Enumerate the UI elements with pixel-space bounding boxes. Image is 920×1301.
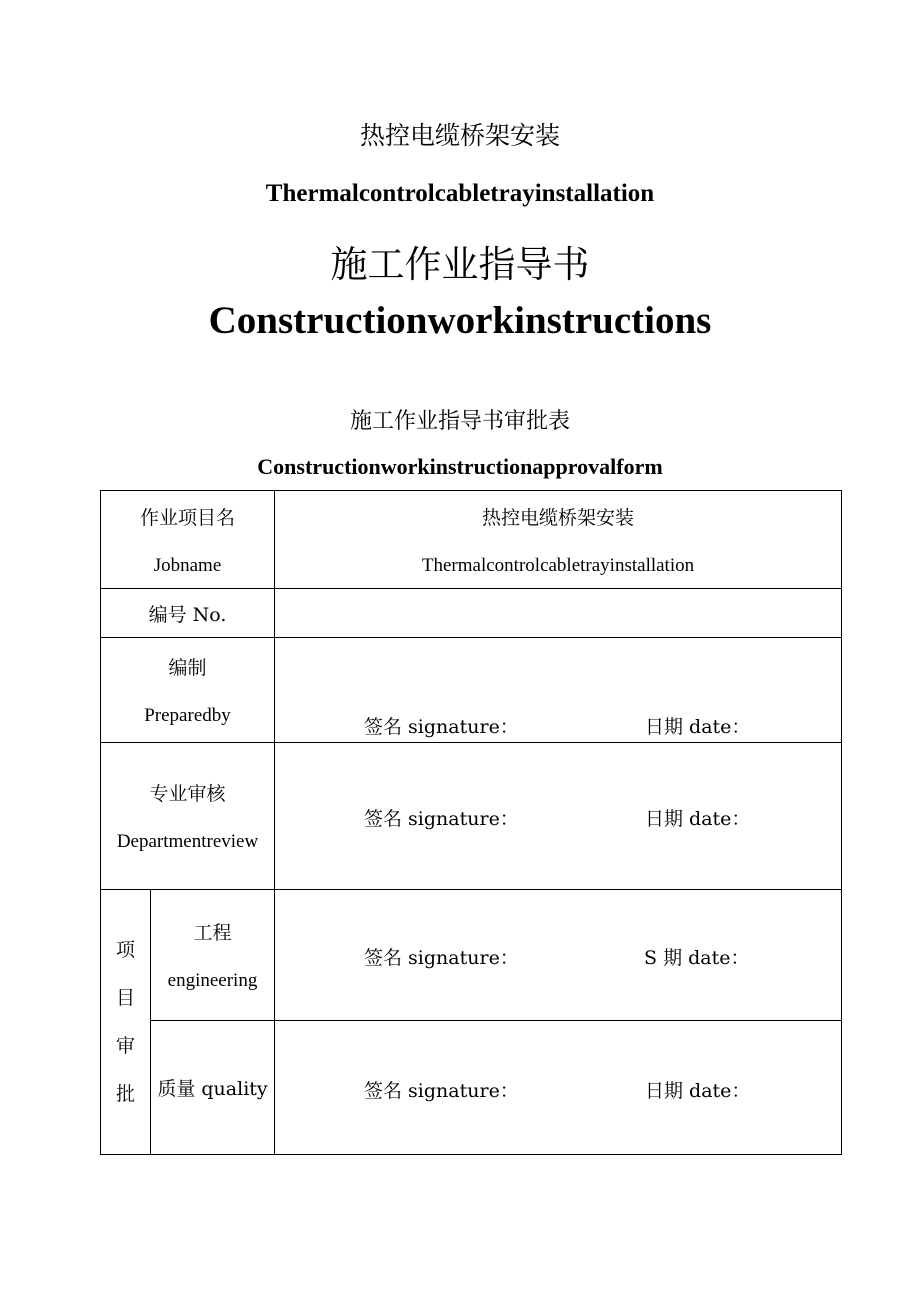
prepared-by-label-cell — [101, 638, 275, 743]
department-review-sign-cell[interactable] — [275, 743, 842, 890]
job-name-value-en: Thermalcontrolcabletrayinstallation — [421, 554, 695, 576]
document-type-cn: 施工作业指导书 — [330, 243, 590, 286]
department-review-label-cn: 专业审核 — [149, 783, 226, 805]
job-name-label-cn: 作业项目名 — [140, 506, 236, 529]
prepared-by-label-cn: 编制 — [168, 657, 207, 679]
date-label: 日期 date： — [645, 808, 751, 830]
engineering-label-cn: 工程 — [193, 922, 232, 944]
project-approval-char: 审 — [115, 1035, 135, 1057]
prepared-by-sign-cell[interactable] — [275, 638, 842, 743]
document-type-en: Constructionworkinstructions — [208, 299, 712, 342]
signature-label: 签名 signature： — [364, 947, 519, 969]
signature-label: 签名 signature： — [364, 1080, 519, 1102]
engineering-label-cell — [151, 890, 275, 1021]
form-title-cn: 施工作业指导书审批表 — [349, 409, 570, 434]
date-label: 日期 date： — [645, 1080, 751, 1102]
job-name-value-cell — [275, 491, 842, 589]
form-title-en: Constructionworkinstructionapprovalform — [257, 454, 663, 479]
department-review-row — [101, 743, 842, 890]
department-review-label-en: Departmentreview — [116, 831, 259, 852]
signature-label: 签名 signature： — [364, 716, 519, 738]
quality-row — [101, 1021, 842, 1155]
approval-table — [100, 490, 842, 1155]
number-label: 编号 No. — [101, 589, 275, 638]
document-title-en: Thermalcontrolcabletrayinstallation — [265, 180, 655, 207]
prepared-by-label-en: Preparedby — [144, 705, 231, 726]
project-approval-char: 批 — [115, 1083, 135, 1105]
engineering-row — [101, 890, 842, 1021]
document-title-cn: 热控电缆桥架安装 — [359, 121, 560, 150]
engineering-sign-cell[interactable] — [275, 890, 842, 1021]
number-value-field[interactable] — [275, 589, 842, 638]
job-name-value-cn: 热控电缆桥架安装 — [482, 506, 635, 529]
quality-sign-cell[interactable] — [275, 1021, 842, 1155]
date-label-engineering: S 期 date： — [644, 947, 750, 969]
project-approval-label-cell — [101, 890, 151, 1155]
number-row — [101, 589, 842, 638]
date-label: 日期 date： — [645, 716, 751, 738]
prepared-by-row — [101, 638, 842, 743]
project-approval-char: 项 — [115, 939, 135, 961]
signature-label: 签名 signature： — [364, 808, 519, 830]
job-name-row — [101, 491, 842, 589]
job-name-label-cell — [101, 491, 275, 589]
project-approval-char: 目 — [115, 987, 135, 1009]
department-review-label-cell — [101, 743, 275, 890]
job-name-label-en: Jobname — [153, 554, 222, 576]
engineering-label-en: engineering — [167, 970, 258, 991]
quality-label: 质量 quality — [151, 1021, 275, 1155]
